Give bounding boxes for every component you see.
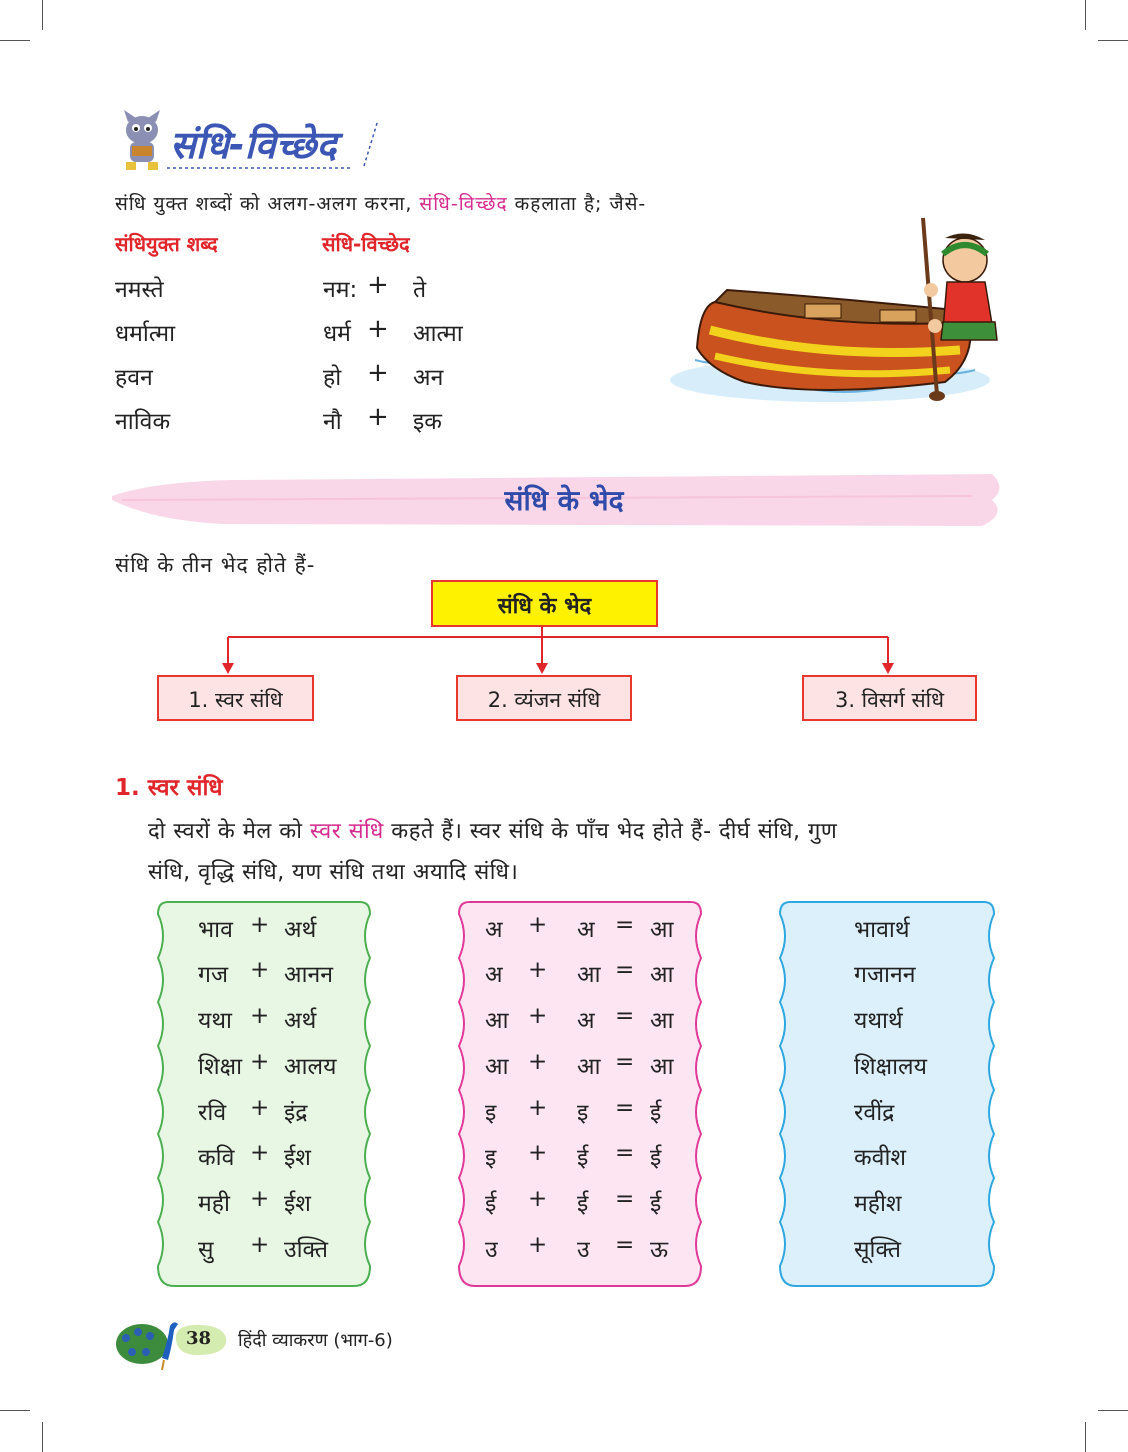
blue-word: यथार्थ <box>854 1008 903 1034</box>
blue-row <box>776 912 998 958</box>
blue-word: गजानन <box>854 962 916 988</box>
table-cell-a: हो <box>323 365 342 391</box>
pink-op: + <box>528 1095 548 1121</box>
heading-block <box>112 108 392 174</box>
intro-part2: कहलाता है; जैसे- <box>514 193 647 215</box>
pink-b: उ <box>577 1237 590 1263</box>
pink-eq: = <box>615 1095 635 1121</box>
table-cell-plus: + <box>367 402 389 432</box>
table-row <box>115 404 515 440</box>
green-a: रवि <box>198 1100 227 1126</box>
intro-part1: संधि युक्त शब्दों को अलग-अलग करना, <box>115 193 413 215</box>
pink-row <box>455 912 705 958</box>
blue-row <box>776 1140 998 1186</box>
table-header-split: संधि-विच्छेद <box>322 232 410 256</box>
blue-word: रवींद्र <box>854 1100 895 1126</box>
book-title: हिंदी व्याकरण (भाग-6) <box>238 1330 393 1351</box>
pink-a: आ <box>485 1008 509 1034</box>
green-op: + <box>250 1095 270 1121</box>
pink-a: इ <box>485 1100 497 1126</box>
crop-mark <box>1085 1422 1086 1452</box>
diagram-child-vyanjan <box>456 675 632 721</box>
para-highlight: स्वर संधि <box>309 819 384 844</box>
pink-b: आ <box>577 1054 601 1080</box>
diagram-child-visarg <box>802 675 977 721</box>
pink-op: + <box>528 1232 548 1258</box>
blue-word: महीश <box>854 1191 902 1217</box>
green-op: + <box>250 957 270 983</box>
crop-mark <box>1085 0 1086 30</box>
green-row <box>154 912 374 958</box>
para-part2: कहते हैं। स्वर संधि के पाँच भेद होते हैं- दीर्घ संधि, गुण <box>391 819 838 844</box>
pink-a: इ <box>485 1145 497 1171</box>
green-b: आलय <box>284 1054 337 1080</box>
green-b: अर्थ <box>284 1008 317 1034</box>
table-cell-a: नौ <box>323 409 342 435</box>
table-row <box>115 316 515 352</box>
boat-illustration <box>655 210 1015 410</box>
blue-word: भावार्थ <box>854 917 910 943</box>
pink-b: आ <box>577 962 601 988</box>
pink-r: आ <box>650 1054 674 1080</box>
table-cell-b: अन <box>413 365 444 391</box>
page-number: 38 <box>186 1328 212 1349</box>
green-row <box>154 1049 374 1095</box>
diagram-child-label: 1. स्वर संधि <box>188 688 283 712</box>
pink-eq: = <box>615 957 635 983</box>
blue-row <box>776 1049 998 1095</box>
pink-b: अ <box>577 917 595 943</box>
intro-line <box>115 190 646 216</box>
pink-eq: = <box>615 1003 635 1029</box>
blue-word: कवीश <box>854 1145 907 1171</box>
pink-row <box>455 1095 705 1141</box>
pink-op: + <box>528 1049 548 1075</box>
blue-row <box>776 1186 998 1232</box>
green-row <box>154 1232 374 1278</box>
blue-box <box>776 900 998 1290</box>
green-row <box>154 1140 374 1186</box>
pink-op: + <box>528 1140 548 1166</box>
section-paragraph <box>148 811 1018 893</box>
green-row <box>154 1003 374 1049</box>
pink-eq: = <box>615 1140 635 1166</box>
pink-op: + <box>528 1003 548 1029</box>
pink-row <box>455 1003 705 1049</box>
pink-row <box>455 1049 705 1095</box>
pink-box <box>455 900 705 1290</box>
green-op: + <box>250 1232 270 1258</box>
pink-r: आ <box>650 962 674 988</box>
blue-row <box>776 1232 998 1278</box>
green-op: + <box>250 1186 270 1212</box>
blue-word: सूक्ति <box>854 1237 901 1263</box>
green-a: शिक्षा <box>198 1054 243 1080</box>
pink-b: ई <box>577 1191 589 1217</box>
pink-r: ई <box>650 1145 662 1171</box>
pink-a: अ <box>485 917 503 943</box>
types-intro: संधि के तीन भेद होते हैं- <box>115 553 316 577</box>
table-cell-a: धर्म <box>323 321 351 347</box>
green-b: इंद्र <box>284 1100 308 1126</box>
pink-b: अ <box>577 1008 595 1034</box>
green-b: ईश <box>284 1145 311 1171</box>
green-b: अर्थ <box>284 917 317 943</box>
pink-a: उ <box>485 1237 498 1263</box>
table-cell-b: ते <box>413 277 427 303</box>
crop-mark <box>42 0 43 30</box>
table-row <box>115 272 515 308</box>
green-b: आनन <box>284 962 334 988</box>
para-line2: संधि, वृद्धि संधि, यण संधि तथा अयादि संधि। <box>148 860 519 885</box>
green-row <box>154 1095 374 1141</box>
pink-eq: = <box>615 1232 635 1258</box>
pink-op: + <box>528 912 548 938</box>
blue-row <box>776 1095 998 1141</box>
crop-mark <box>1098 40 1128 41</box>
diagram-child-swar <box>157 675 314 721</box>
pink-op: + <box>528 1186 548 1212</box>
green-a: मही <box>198 1191 230 1217</box>
pink-r: ऊ <box>650 1237 669 1263</box>
pink-op: + <box>528 957 548 983</box>
pink-b: ई <box>577 1145 589 1171</box>
pink-row <box>455 1186 705 1232</box>
heading-underline <box>112 108 392 174</box>
diagram-child-label: 2. व्यंजन संधि <box>487 688 601 712</box>
pink-r: आ <box>650 1008 674 1034</box>
pink-eq: = <box>615 912 635 938</box>
green-op: + <box>250 1003 270 1029</box>
table-cell-word: धर्मात्मा <box>115 321 176 347</box>
pink-a: आ <box>485 1054 509 1080</box>
pink-row <box>455 957 705 1003</box>
pink-a: ई <box>485 1191 497 1217</box>
green-row <box>154 957 374 1003</box>
pink-eq: = <box>615 1049 635 1075</box>
diagram-root-label: संधि के भेद <box>497 594 592 619</box>
band-title: संधि के भेद <box>504 484 624 517</box>
green-box <box>154 900 374 1290</box>
section-title: 1. स्वर संधि <box>115 775 223 801</box>
table-cell-plus: + <box>367 314 389 344</box>
crop-mark <box>0 40 30 41</box>
pink-a: अ <box>485 962 503 988</box>
page-heading: संधि-विच्छेद <box>170 123 337 167</box>
green-op: + <box>250 1049 270 1075</box>
table-cell-word: नमस्ते <box>115 277 164 303</box>
intro-highlight: संधि-विच्छेद <box>419 193 508 215</box>
table-header-word: संधियुक्त शब्द <box>115 232 218 256</box>
diagram-root <box>431 580 658 627</box>
table-cell-word: हवन <box>115 365 153 391</box>
green-b: उक्ति <box>284 1237 328 1263</box>
green-row <box>154 1186 374 1232</box>
crop-mark <box>0 1410 30 1411</box>
green-a: कवि <box>198 1145 235 1171</box>
green-op: + <box>250 1140 270 1166</box>
green-op: + <box>250 912 270 938</box>
diagram-child-label: 3. विसर्ग संधि <box>834 688 945 712</box>
pink-eq: = <box>615 1186 635 1212</box>
crop-mark <box>42 1422 43 1452</box>
green-a: सु <box>198 1237 214 1263</box>
table-cell-word: नाविक <box>115 409 171 435</box>
table-cell-plus: + <box>367 358 389 388</box>
table-cell-a: नम: <box>323 277 358 303</box>
table-row <box>115 360 515 396</box>
pink-b: इ <box>577 1100 589 1126</box>
green-a: भाव <box>198 917 233 943</box>
table-cell-b: इक <box>413 409 442 435</box>
pink-r: ई <box>650 1191 662 1217</box>
blue-row <box>776 957 998 1003</box>
table-cell-b: आत्मा <box>413 321 463 347</box>
diagram-connectors <box>210 627 910 677</box>
pink-row <box>455 1140 705 1186</box>
green-a: यथा <box>198 1008 232 1034</box>
blue-word: शिक्षालय <box>854 1054 927 1080</box>
pink-row <box>455 1232 705 1278</box>
pink-r: आ <box>650 917 674 943</box>
table-cell-plus: + <box>367 270 389 300</box>
green-a: गज <box>198 962 229 988</box>
green-b: ईश <box>284 1191 311 1217</box>
pink-r: ई <box>650 1100 662 1126</box>
blue-row <box>776 1003 998 1049</box>
para-part1: दो स्वरों के मेल को <box>148 819 303 844</box>
crop-mark <box>1098 1410 1128 1411</box>
